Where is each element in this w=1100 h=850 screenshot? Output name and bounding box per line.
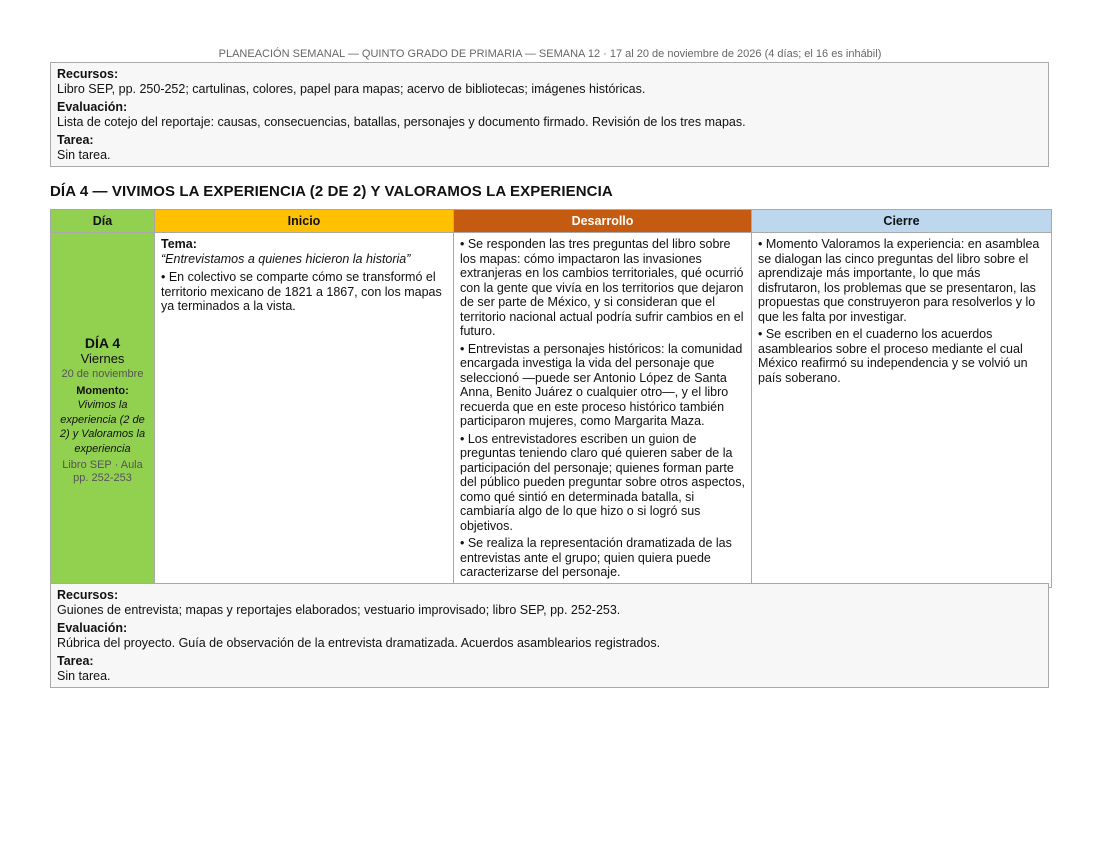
- header-dia: Día: [51, 210, 155, 233]
- recursos-label: Recursos:: [57, 67, 119, 81]
- tarea-text: Sin tarea.: [57, 668, 111, 683]
- tema-label: Tema:: [161, 237, 197, 251]
- day-weekday: Viernes: [80, 350, 125, 366]
- bottom-info-box: [50, 583, 1049, 688]
- header-inicio: Inicio: [155, 210, 454, 233]
- desarrollo-cell: [454, 233, 752, 588]
- desarrollo-bullet-3: • Los entrevistadores escriben un guion de preguntas teniendo claro qué quieren saber de la participación del personaje; quienes forman parte del público pueden preguntar sobre otros aspectos, como qué sintió en determinada batalla, si cambiaría algo de lo que hizo o si logró sus objetivos.: [460, 431, 745, 533]
- evaluacion-text: Lista de cotejo del reportaje: causas, consecuencias, batallas, personajes y documento firmado. Revisión de los tres mapas.: [57, 114, 746, 129]
- momento-text: Vivimos la experiencia (2 de 2) y Valoramos la experiencia: [59, 399, 146, 455]
- cierre-bullet-1: • Momento Valoramos la experiencia: en asamblea se dialogan las cinco preguntas del libro sobre el aprendizaje más importante, lo que más disfrutaron, los problemas que se presentaron, las propuestas que construyeron para resolverlos y lo que les falta por investigar.: [758, 237, 1040, 324]
- table-row: [51, 233, 1052, 588]
- day-date: 20 de noviembre: [61, 367, 144, 380]
- tema-title: “Entrevistamos a quienes hicieron la historia”: [161, 251, 411, 266]
- recursos-label: Recursos:: [57, 588, 119, 602]
- evaluacion-label: Evaluación:: [57, 100, 128, 114]
- day-cell: [51, 233, 155, 588]
- recursos-text: Guiones de entrevista; mapas y reportajes elaborados; vestuario improvisado; libro SEP, pp. 252-253.: [57, 602, 621, 617]
- cierre-bullet-2: • Se escriben en el cuaderno los acuerdos asamblearios sobre el proceso mediante el cual México reafirmó su independencia y se volvió un país soberano.: [758, 327, 1028, 385]
- tarea-label: Tarea:: [57, 133, 94, 147]
- inicio-cell: [155, 233, 454, 588]
- tarea-text: Sin tarea.: [57, 147, 111, 162]
- table-header-row: [51, 210, 1052, 233]
- section-title: DÍA 4 — VIVIMOS LA EXPERIENCIA (2 DE 2) Y VALORAMOS LA EXPERIENCIA: [50, 183, 613, 200]
- desarrollo-bullet-1: • Se responden las tres preguntas del libro sobre los mapas: cómo impactaron las invasiones extranjeras en los cambios territoriales, qué ocurrió con la gente que vivía en los territorios que dejaron de ser parte de México, y si consideran que el territorio nacional actual podría sufrir cambios en el futuro.: [460, 237, 744, 338]
- momento-label: Momento:: [76, 385, 129, 397]
- page-header: PLANEACIÓN SEMANAL — QUINTO GRADO DE PRIMARIA — SEMANA 12 · 17 al 20 de noviembre de 2026 (4 días; el 16 es inhábil): [218, 48, 882, 60]
- inicio-bullet: • En colectivo se comparte cómo se transformó el territorio mexicano de 1821 a 1867, con los mapas ya terminados a la vista.: [161, 270, 442, 313]
- cierre-cell: [752, 233, 1052, 588]
- tarea-label: Tarea:: [57, 654, 94, 668]
- day-number: DÍA 4: [84, 334, 121, 351]
- evaluacion-text: Rúbrica del proyecto. Guía de observación de la entrevista dramatizada. Acuerdos asamblearios registrados.: [57, 635, 661, 650]
- recursos-text: Libro SEP, pp. 250-252; cartulinas, colores, papel para mapas; acervo de bibliotecas; imágenes históricas.: [57, 81, 646, 96]
- header-desarrollo: Desarrollo: [454, 210, 752, 233]
- day-source: Libro SEP · Aula pp. 252-253: [62, 459, 143, 484]
- plan-table: [50, 209, 1052, 588]
- desarrollo-bullet-4: • Se realiza la representación dramatizada de las entrevistas ante el grupo; quien quiera puede caracterizarse del personaje.: [460, 536, 732, 579]
- evaluacion-label: Evaluación:: [57, 621, 128, 635]
- desarrollo-bullet-2: • Entrevistas a personajes históricos: la comunidad encargada investiga la vida del personaje que seleccionó —puede ser Antonio López de Santa Anna, Benito Juárez o cualquier otro—, y el libro recuerda que en este proceso histórico también participaron mujeres, como Margarita Maza.: [460, 341, 743, 428]
- header-cierre: Cierre: [752, 210, 1052, 233]
- top-info-box: [50, 62, 1049, 167]
